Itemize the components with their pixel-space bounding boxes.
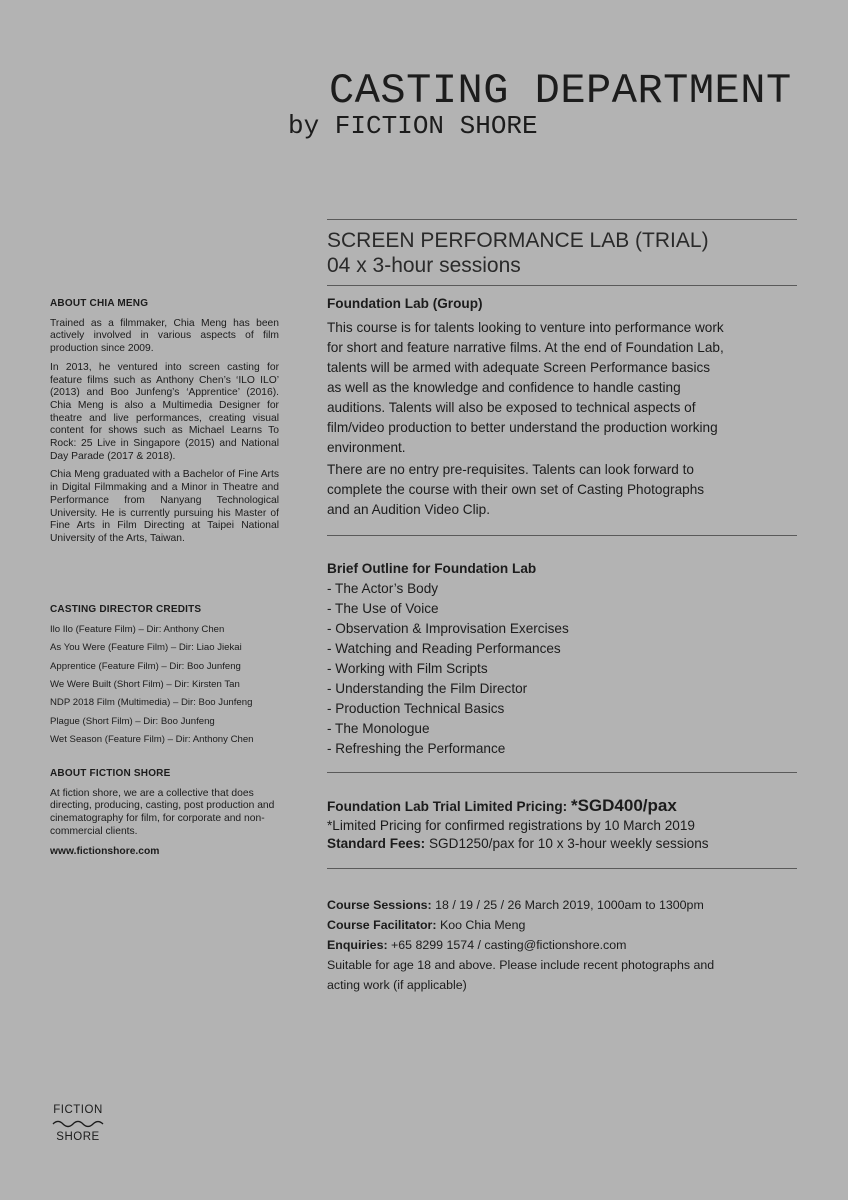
pricing-label: Foundation Lab Trial Limited Pricing: (327, 799, 568, 814)
credit-item: Wet Season (Feature Film) – Dir: Anthony Chen (50, 734, 254, 746)
about-heading: ABOUT CHIA MENG (50, 298, 149, 309)
pricing-price: *SGD400/pax (570, 796, 677, 815)
outline-item: - Understanding the Film Director (327, 681, 528, 696)
outline-item: - The Actor’s Body (327, 581, 439, 596)
details-section (327, 895, 727, 995)
sidebar-credits (50, 604, 279, 753)
enquiries-value[interactable]: +65 8299 1574 / casting@fictionshore.com (391, 938, 627, 952)
foundation-heading: Foundation Lab (Group) (327, 296, 483, 311)
page-title: CASTING DEPARTMENT (329, 67, 792, 115)
lab-title-line1: SCREEN PERFORMANCE LAB (TRIAL) (327, 229, 709, 252)
sidebar-about (50, 298, 279, 552)
about-paragraph: Chia Meng graduated with a Bachelor of Fine Arts in Digital Filmmaking and a Minor in Theatre and Performance from Nanyang Technological University. He is currently pursuing his Master of Fine Arts in Film Directing at Taipei National University of the Arts, Taiwan. (50, 469, 279, 544)
lab-title (327, 228, 797, 278)
pricing-note: *Limited Pricing for confirmed registrations by 10 March 2019 (327, 818, 695, 833)
outline-item: - Production Technical Basics (327, 701, 505, 716)
credit-item: We Were Built (Short Film) – Dir: Kirsten Tan (50, 678, 240, 690)
about-paragraph: Trained as a filmmaker, Chia Meng has been actively involved in various aspects of film production since 2009. (50, 317, 279, 355)
facilitator-label: Course Facilitator: (327, 918, 437, 932)
website-link[interactable]: www.fictionshore.com (50, 845, 160, 857)
outline-item: - Watching and Reading Performances (327, 641, 561, 656)
logo-line1: FICTION (53, 1104, 103, 1116)
facilitator-value: Koo Chia Meng (439, 918, 526, 932)
fs-text: At fiction shore, we are a collective that does directing, producing, casting, post production and cinematography for film, for corporate and non-commercial clients. (50, 787, 275, 837)
credits-heading: CASTING DIRECTOR CREDITS (50, 604, 202, 615)
logo-line2: SHORE (56, 1131, 100, 1143)
outline-item: - The Use of Voice (327, 601, 439, 616)
outline-item: - Observation & Improvisation Exercises (327, 621, 569, 636)
foundation-section (327, 294, 725, 520)
outline-item: - The Monologue (327, 721, 430, 736)
fiction-shore-logo (50, 1104, 106, 1143)
fs-heading: ABOUT FICTION SHORE (50, 768, 171, 779)
standard-value: SGD1250/pax for 10 x 3-hour weekly sessions (428, 836, 709, 851)
divider (327, 772, 797, 773)
page-subtitle: by FICTION SHORE (288, 111, 538, 141)
pricing-section (327, 796, 797, 854)
foundation-para: This course is for talents looking to venture into performance work for short and feature narrative films. At the end of Foundation Lab, talents will be armed with adequate Screen Performance basics as well as the knowledge and confidence to handle casting auditions. Talents will also be exposed to technical aspects of film/video production to better understand the production working environment. (327, 320, 724, 455)
credit-item: Apprentice (Feature Film) – Dir: Boo Junfeng (50, 660, 241, 672)
lab-title-line2: 04 x 3-hour sessions (327, 254, 521, 277)
credit-item: Ilo Ilo (Feature Film) – Dir: Anthony Chen (50, 623, 225, 635)
divider (327, 868, 797, 869)
outline-heading: Brief Outline for Foundation Lab (327, 561, 537, 576)
sessions-label: Course Sessions: (327, 898, 432, 912)
outline-item: - Working with Film Scripts (327, 661, 488, 676)
foundation-para: There are no entry pre-requisites. Talents can look forward to complete the course with their own set of Casting Photographs and an Audition Video Clip. (327, 462, 705, 517)
suitability-text: Suitable for age 18 and above. Please include recent photographs and acting work (if applicable) (327, 958, 715, 992)
credit-item: Plague (Short Film) – Dir: Boo Junfeng (50, 715, 215, 727)
sidebar-fiction-shore (50, 768, 279, 864)
credit-item: As You Were (Feature Film) – Dir: Liao Jiekai (50, 642, 242, 654)
outline-item: - Refreshing the Performance (327, 741, 506, 756)
sessions-value: 18 / 19 / 25 / 26 March 2019, 1000am to 1300pm (435, 898, 704, 912)
about-paragraph: In 2013, he ventured into screen casting for feature films such as Anthony Chen’s ‘ILO ILO’ (2013) and Boo Junfeng’s ‘Apprentice’ (2016). Chia Meng is also a Multimedia Designer for theatre and live performances, creating visual content for shows such as Michael Learns To Rock: 25 Live in Singapore (2015) and National Day Parade (2017 & 2018). (50, 361, 279, 462)
divider (327, 285, 797, 286)
divider (327, 535, 797, 536)
outline-section (327, 559, 727, 759)
divider (327, 219, 797, 220)
standard-label: Standard Fees: (327, 836, 426, 851)
credit-item: NDP 2018 Film (Multimedia) – Dir: Boo Junfeng (50, 697, 253, 709)
wave-icon (52, 1119, 104, 1129)
enquiries-label: Enquiries: (327, 938, 388, 952)
